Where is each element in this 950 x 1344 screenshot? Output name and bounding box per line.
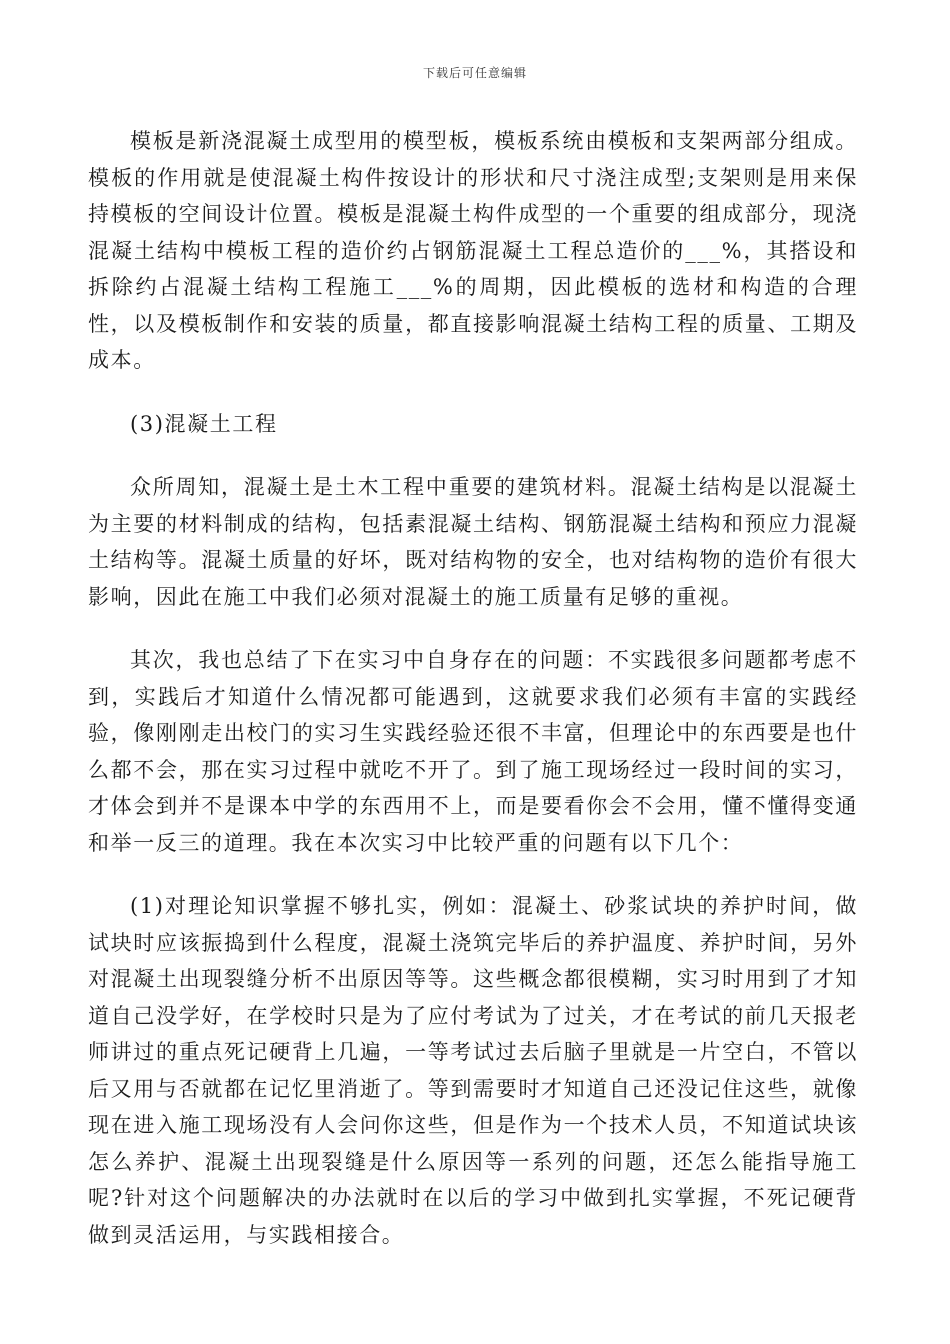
document-body [88,123,858,1280]
paragraph-concrete: 众所周知，混凝土是土木工程中重要的建筑材料。混凝土结构是以混凝土为主要的材料制成的结构，包括素混凝土结构、钢筋混凝土结构和预应力混凝土结构等。混凝土质量的好坏，既对结构物的安全，也对结构物的造价有很大影响，因此在施工中我们必须对混凝土的施工质量有足够的重视。 [88,475,858,609]
page-header: 下载后可任意编辑 [422,66,527,80]
paragraph-problems: 其次，我也总结了下在实习中自身存在的问题：不实践很多问题都考虑不到，实践后才知道什么情况都可能遇到，这就要求我们必须有丰富的实践经验，像刚刚走出校门的实习生实践经验还很不丰富，但理论中的东西要是也什么都不会，那在实习过程中就吃不开了。到了施工现场经过一段时间的实习，才体会到并不是课本中学的东西用不上，而是要看你会不会用，懂不懂得变通和举一反三的道理。我在本次实习中比较严重的问题有以下几个： [88,648,858,855]
paragraph-problem-1: (1)对理论知识掌握不够扎实，例如：混凝土、砂浆试块的养护时间，做试块时应该振捣到什么程度，混凝土浇筑完毕后的养护温度、养护时间，另外对混凝土出现裂缝分析不出原因等等。这些概念都很模糊，实习时用到了才知道自己没学好，在学校时只是为了应付考试为了过关，才在考试的前几天报老师讲过的重点死记硬背上几遍，一等考试过去后脑子里就是一片空白，不管以后又用与否就都在记忆里消逝了。等到需要时才知道自己还没记住这些，就像现在进入施工现场没有人会问你这些，但是作为一个技术人员，不知道试块该怎么养护、混凝土出现裂缝是什么原因等一系列的问题，还怎么能指导施工呢?针对这个问题解决的办法就时在以后的学习中做到扎实掌握，不死记硬背做到灵活运用，与实践相接合。 [88,894,858,1247]
paragraph-formwork: 模板是新浇混凝土成型用的模型板，模板系统由模板和支架两部分组成。模板的作用就是使混凝土构件按设计的形状和尺寸浇注成型;支架则是用来保持模板的空间设计位置。模板是混凝土构件成型的一个重要的组成部分，现浇混凝土结构中模板工程的造价约占钢筋混凝土工程总造价的___%，其搭设和拆除约占混凝土结构工程施工___%的周期，因此模板的选材和构造的合理性，以及模板制作和安装的质量，都直接影响混凝土结构工程的质量、工期及成本。 [88,129,858,372]
section-heading-concrete: (3)混凝土工程 [130,411,278,436]
